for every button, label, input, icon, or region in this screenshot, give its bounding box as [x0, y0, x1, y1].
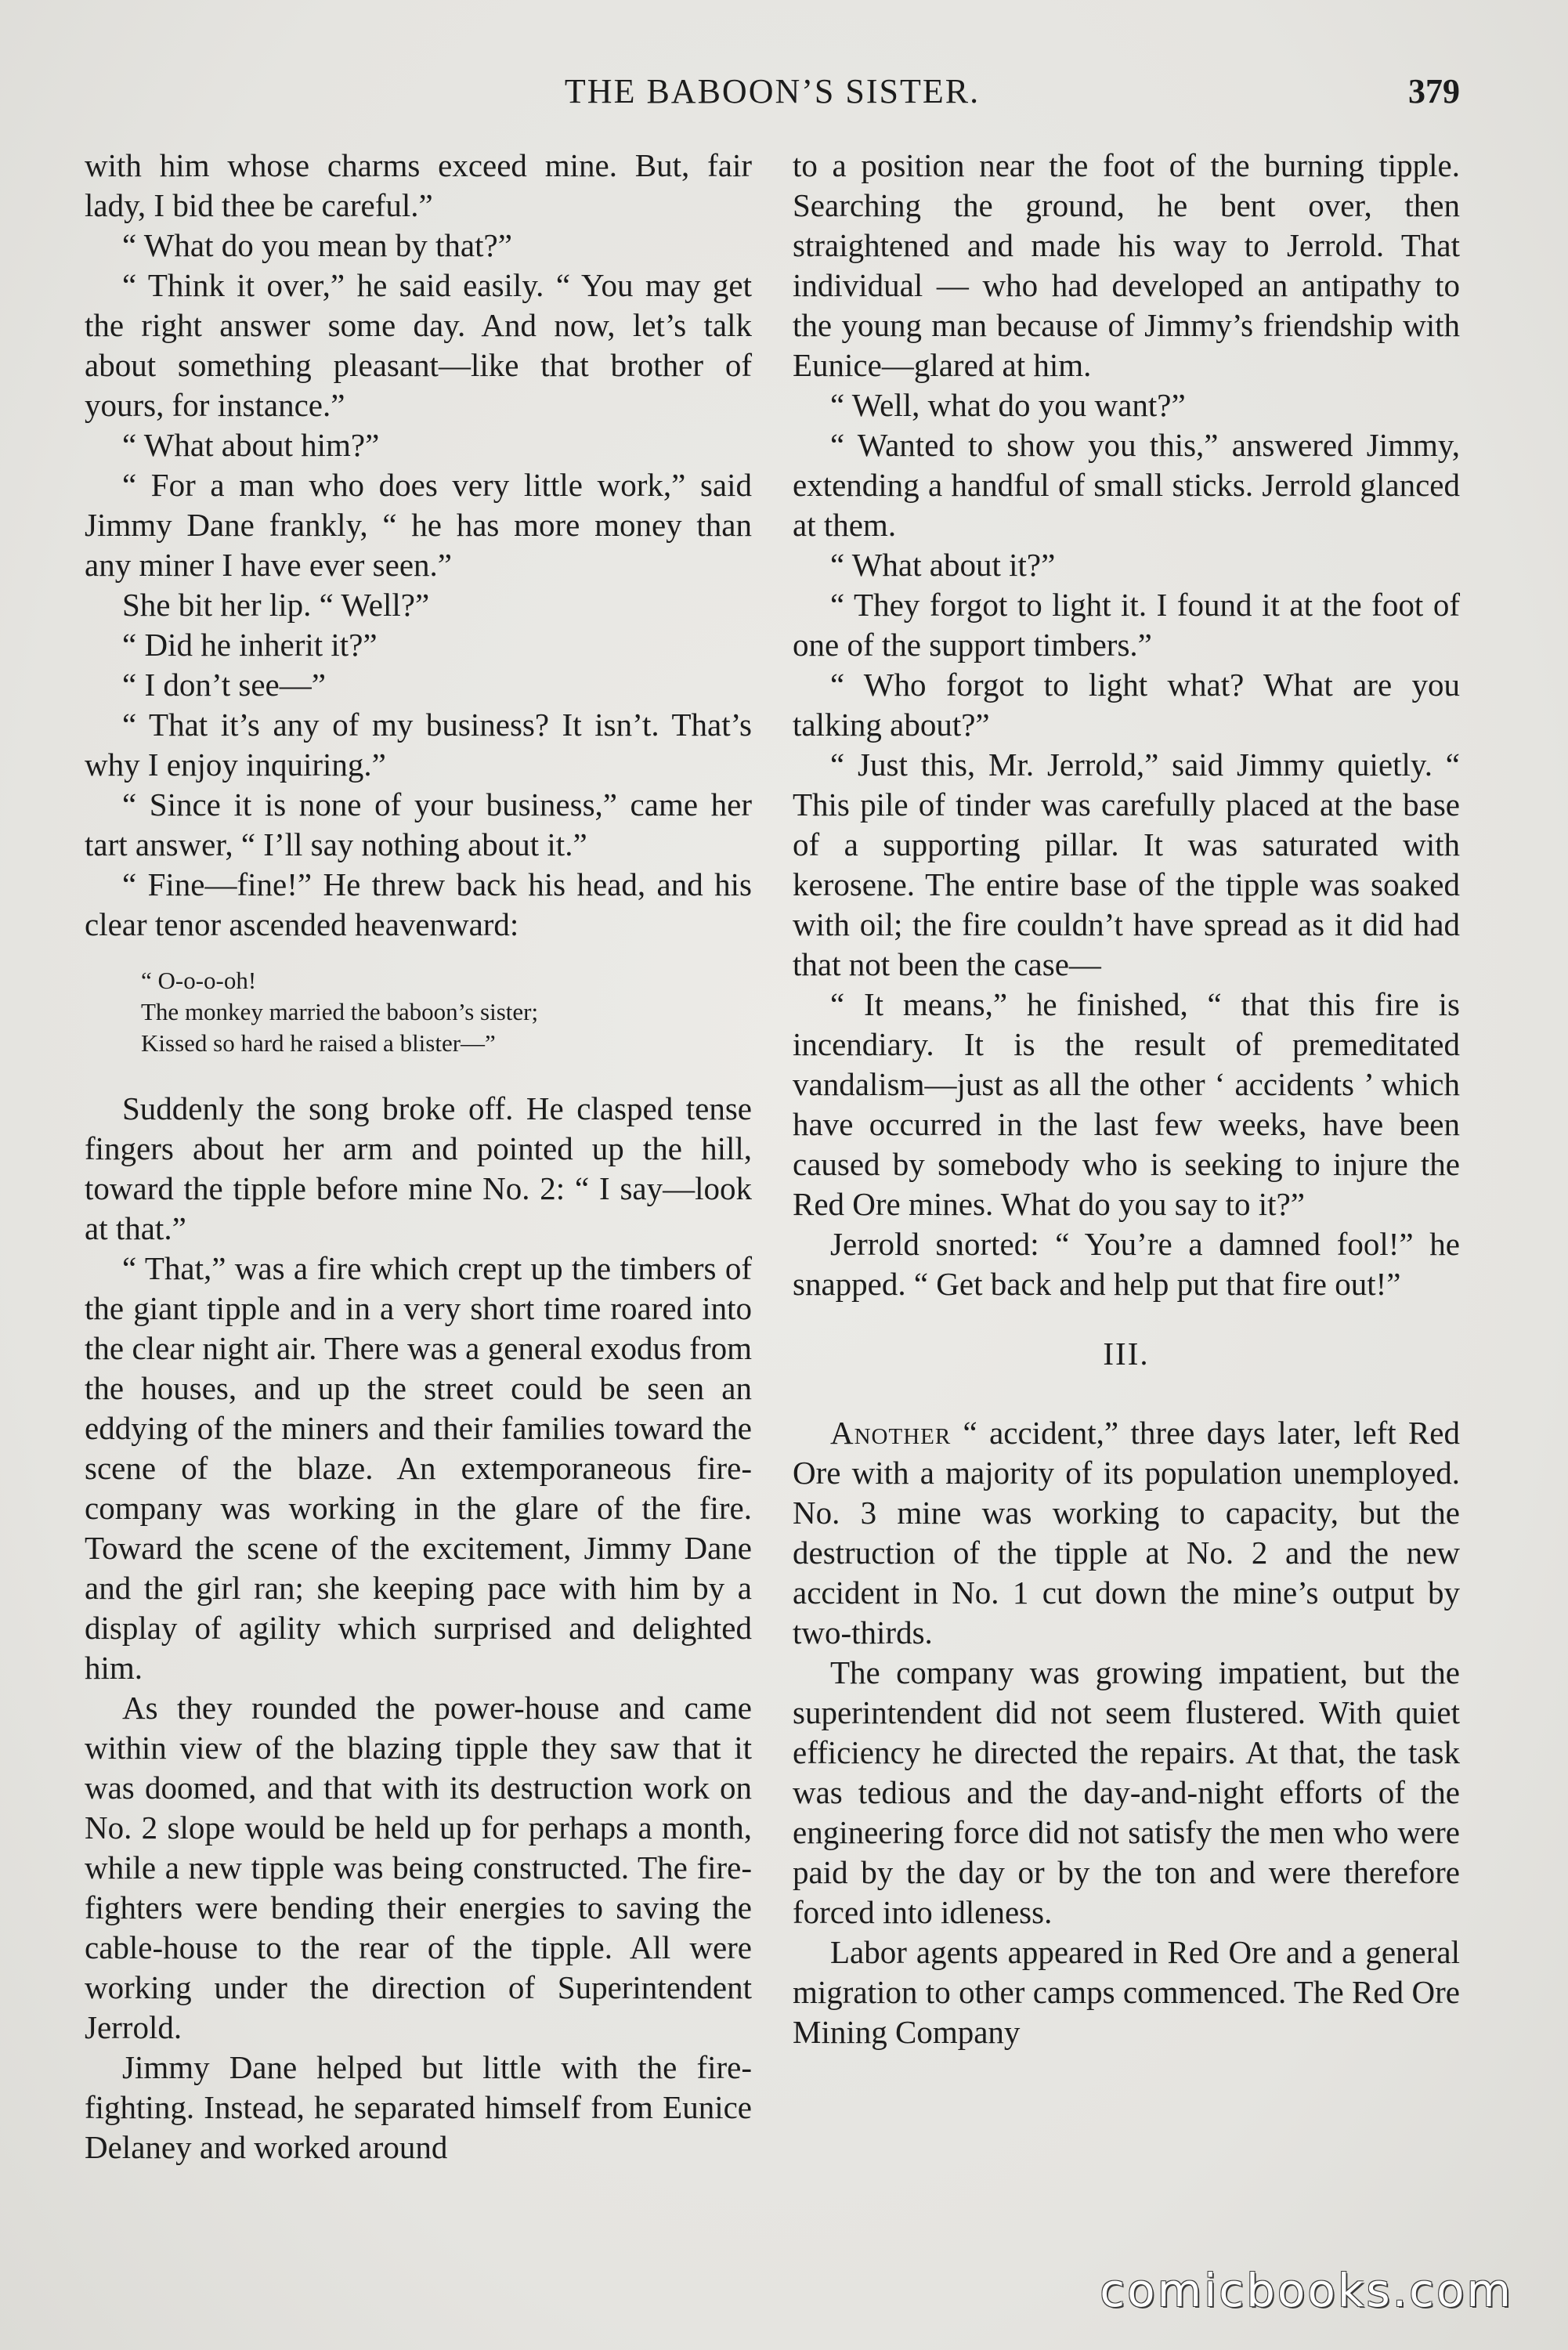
paragraph: “ It means,” he finished, “ that this fire is incendiary. It is the result of premeditated vandalism—just as all the other ‘ accidents ’ which have occurred in the last few weeks, have been caused by somebody who is seeking to injure the Red Ore mines. What do you say to it?” [793, 986, 1460, 1222]
paragraph: to a position near the foot of the burning tipple. Searching the ground, he bent over, then straightened and made his way to Jerrold. That individual — who had developed an antipathy to the young man because of Jimmy’s friendship with Eunice—glared at him. [793, 147, 1460, 383]
section-first-word: Another [830, 1415, 952, 1451]
paragraph: “ That it’s any of my business? It isn’t. That’s why I enjoy inquiring.” [85, 707, 752, 783]
verse-line: The monkey married the baboon’s sister; [141, 998, 539, 1025]
paragraph: “ Just this, Mr. Jerrold,” said Jimmy quietly. “ This pile of tinder was carefully placed at the base of a supporting pillar. It was saturated with kerosene. The entire base of the tipple was soaked with oil; the fire couldn’t have spread as it did had that not been the case— [793, 747, 1460, 982]
paragraph: “ Fine—fine!” He threw back his head, and his clear tenor ascended heavenward: [85, 866, 752, 942]
paragraph: She bit her lip. “ Well?” [122, 587, 430, 623]
verse-line: Kissed so hard he raised a blister—” [141, 1029, 496, 1057]
song-verse [141, 965, 752, 1059]
paragraph: The company was growing impatient, but the superintendent did not seem flustered. With quiet efficiency he directed the repairs. At that, the task was tedious and the day-and-night efforts of the engineering force did not satisfy the men who were paid by the day or by the ton and were therefore forced into idleness. [793, 1654, 1460, 1930]
paragraph: Jerrold snorted: “ You’re a damned fool!” he snapped. “ Get back and help put that fire out!” [793, 1226, 1460, 1302]
paragraph: “ Did he inherit it?” [122, 627, 378, 663]
paragraph: “ Well, what do you want?” [830, 387, 1186, 423]
paragraph: with him whose charms exceed mine. But, fair lady, I bid thee be careful.” [85, 147, 752, 223]
paragraph: As they rounded the power-house and came within view of the blazing tipple they saw that it was doomed, and that with its destruction work on No. 2 slope would be held up for perhaps a month, while a new tipple was being constructed. The fire-fighters were bending their energies to saving the cable-house to the rear of the tipple. All were working under the direction of Superintendent Jerrold. [85, 1690, 752, 2045]
paragraph: “ What about it?” [830, 547, 1056, 583]
running-header [85, 64, 1460, 119]
paragraph: Labor agents appeared in Red Ore and a general migration to other camps commenced. The Red Ore Mining Company [793, 1934, 1460, 2050]
section-first-text: “ accident,” three days later, left Red Ore with a majority of its population unemployed. No. 3 mine was working to capacity, but the destruction of the tipple at No. 2 and the new accident in No. 1 cut down the mine’s output by two-thirds. [793, 1415, 1460, 1650]
paragraph: “ Who forgot to light what? What are you talking about?” [793, 667, 1460, 743]
page-number: 379 [1408, 72, 1460, 110]
right-column [793, 146, 1460, 2052]
paragraph: “ Wanted to show you this,” answered Jimmy, extending a handful of small sticks. Jerrold glanced at them. [793, 427, 1460, 543]
paragraph: “ What about him?” [122, 427, 380, 463]
left-column [85, 146, 752, 2167]
paragraph: Suddenly the song broke off. He clasped tense fingers about her arm and pointed up the hill, toward the tipple before mine No. 2: “ I say—look at that.” [85, 1090, 752, 1246]
paragraph: “ Since it is none of your business,” came her tart answer, “ I’ll say nothing about it.” [85, 786, 752, 862]
paragraph: “ For a man who does very little work,” said Jimmy Dane frankly, “ he has more money than any miner I have ever seen.” [85, 467, 752, 583]
paragraph: “ I don’t see—” [122, 667, 326, 703]
running-title: THE BABOON’S SISTER. [564, 72, 981, 110]
watermark-text: comicbooks.com [1100, 2264, 1513, 2317]
section-opening-paragraph [793, 1413, 1460, 1653]
paragraph: “ That,” was a fire which crept up the timbers of the giant tipple and in a very short time roared into the clear night air. There was a general exodus from the houses, and up the street could be seen an eddying of the miners and their families toward the scene of the blaze. An extemporaneous fire-company was working in the glare of the fire. Toward the scene of the excitement, Jimmy Dane and the girl ran; she keeping pace with him by a display of agility which surprised and delighted him. [85, 1250, 752, 1686]
paragraph: Jimmy Dane helped but little with the fire-fighting. Instead, he separated himself from Eunice Delaney and worked around [85, 2049, 752, 2165]
verse-line: “ O-o-o-oh! [141, 967, 257, 994]
paragraph: “ What do you mean by that?” [122, 227, 512, 263]
paragraph: “ Think it over,” he said easily. “ You may get the right answer some day. And now, let’s talk about something pleasant—like that brother of yours, for instance.” [85, 267, 752, 423]
section-heading: III. [1103, 1336, 1150, 1372]
paragraph: “ They forgot to light it. I found it at the foot of one of the support timbers.” [793, 587, 1460, 663]
